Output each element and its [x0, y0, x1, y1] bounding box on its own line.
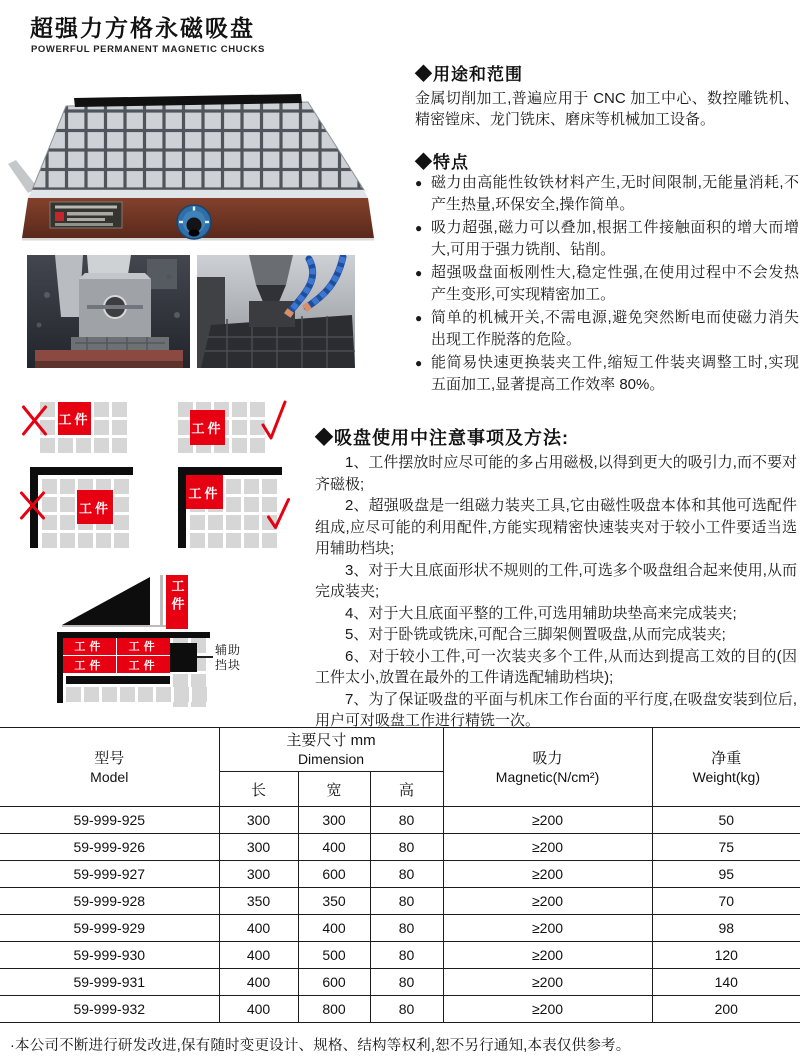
disclaimer-note: ·本公司不断进行研发改进,保有随时变更设计、规格、结构等权利,恕不另行通知,本表仅供参考。	[10, 1038, 631, 1054]
fence-bar-top	[30, 467, 133, 475]
workpiece-label: 工件	[63, 656, 116, 673]
page-subtitle: POWERFUL PERMANENT MAGNETIC CHUCKS	[31, 44, 265, 55]
table-row: 59-999-925 300 300 80 ≥200 50	[0, 807, 800, 834]
spec-table	[0, 727, 800, 1023]
chuck-pole-grid-surface	[32, 102, 364, 190]
col-header-height: 高	[370, 772, 443, 807]
workpiece-label: 工件	[117, 656, 170, 673]
model-cell: 59-999-930	[0, 942, 219, 969]
footnote-bullet: ·	[10, 1038, 16, 1054]
workpiece-label: 工件	[63, 638, 116, 655]
page-title: 超强力方格永磁吸盘	[30, 15, 255, 41]
col-header-length: 长	[219, 772, 298, 807]
notes-heading: ◆吸盘使用中注意事项及方法:	[315, 428, 569, 448]
workpiece-label: 工件	[58, 402, 91, 435]
product-photo	[8, 72, 396, 249]
features-heading: ◆特点	[415, 153, 469, 172]
cross-icon	[21, 404, 48, 437]
model-cell: 59-999-927	[0, 861, 219, 888]
note-item: 2、超强吸盘是一组磁力装夹工具,它由磁性吸盘本体和其他可选配件组成,应尽可能的利用配件,方能实现精密快速装夹对于较小工件要适当选用辅助档块;	[315, 497, 797, 557]
aux-stop-block	[170, 643, 197, 672]
chuck-nameplate	[50, 202, 122, 228]
note-item: 5、对于卧铣或铣床,可配合三脚架侧置吸盘,从而完成装夹;	[345, 626, 726, 643]
cross-icon	[19, 490, 46, 521]
bullet-icon: ●	[415, 176, 423, 190]
usage-diagrams	[0, 395, 312, 725]
col-header-dimension: 主要尺寸 mm Dimension	[219, 728, 443, 772]
table-row: 59-999-928 350 350 80 ≥200 70	[0, 888, 800, 915]
machining-photo-2	[197, 255, 355, 373]
model-cell: 59-999-928	[0, 888, 219, 915]
gap-line	[160, 575, 163, 625]
workpiece-label: 工件	[186, 475, 223, 509]
table-row: 59-999-926 300 400 80 ≥200 75	[0, 834, 800, 861]
note-item: 3、对于大且底面形状不规则的工件,可选多个吸盘组合起来使用,从而完成装夹;	[315, 561, 797, 600]
table-row: 59-999-930 400 500 80 ≥200 120	[0, 942, 800, 969]
check-icon	[260, 399, 288, 441]
table-row: 59-999-932 400 800 80 ≥200 200	[0, 996, 800, 1023]
fence-bar-top	[57, 632, 210, 638]
workpiece-label: 工件	[190, 410, 225, 445]
feature-item: ● 磁力由高能性钕铁材料产生,无时间限制,无能量消耗,不产生热量,环保安全,操作简单。	[415, 172, 799, 216]
workpiece-label: 工件	[166, 575, 188, 629]
workpiece-label: 工件	[77, 490, 113, 524]
angle-block	[62, 577, 150, 625]
aux-label-connector	[197, 656, 213, 658]
model-cell: 59-999-931	[0, 969, 219, 996]
fence-bar-top	[178, 467, 282, 475]
fence-bar-bottom	[66, 676, 170, 684]
note-item: 4、对于大且底面平整的工件,可选用辅助块垫高来完成装夹;	[345, 604, 737, 622]
bullet-icon: ●	[415, 266, 423, 280]
model-cell: 59-999-926	[0, 834, 219, 861]
aux-block-label: 辅助 挡块	[215, 643, 242, 672]
feature-item: ● 简单的机械开关,不需电源,避免突然断电而使磁力消失出现工作脱落的危险。	[415, 307, 799, 351]
note-item: 1、工件摆放时应尽可能的多占用磁极,以得到更大的吸引力,而不要对齐磁极;	[315, 454, 797, 493]
usage-heading: ◆用途和范围	[415, 65, 523, 84]
col-header-magnetic: 吸力 Magnetic(N/cm²)	[443, 728, 652, 807]
workpiece-group	[63, 638, 170, 673]
table-row: 59-999-929 400 400 80 ≥200 98	[0, 915, 800, 942]
fence-bar-left	[57, 632, 63, 703]
chuck-switch-dial	[177, 205, 211, 239]
usage-body: 金属切削加工,普遍应用于 CNC 加工中心、数控雕铣机、精密镗床、龙门铣床、磨床等机械加工设备。	[415, 90, 799, 128]
bullet-icon: ●	[415, 221, 423, 235]
feature-item: ● 能简易快速更换装夹工件,缩短工件装夹调整工时,实现五面加工,显著提高工作效率 80%。	[415, 352, 799, 396]
model-cell: 59-999-932	[0, 996, 219, 1023]
table-row: 59-999-927 300 600 80 ≥200 95	[0, 861, 800, 888]
fence-bar-left	[178, 467, 186, 548]
bullet-icon: ●	[415, 311, 423, 325]
note-item: 6、对于较小工件,可一次装夹多个工件,从而达到提高工效的目的(因工件太小,放置在最外的工件请选配辅助档块);	[315, 647, 797, 686]
workpiece-label: 工件	[117, 638, 170, 655]
feature-item: ● 吸力超强,磁力可以叠加,根据工件接触面积的增大而增大,可用于强力铣削、钻削。	[415, 217, 799, 261]
model-cell: 59-999-929	[0, 915, 219, 942]
notes-list	[315, 452, 797, 732]
feature-item: ● 超强吸盘面板刚性大,稳定性强,在使用过程中不会发热产生变形,可实现精密加工。	[415, 262, 799, 306]
note-item: 7、为了保证吸盘的平面与机床工作台面的平行度,在吸盘安装到位后,用户可对吸盘工作进行精铣一次。	[315, 690, 797, 729]
check-icon	[266, 497, 291, 530]
magnet-pole-grid	[66, 687, 207, 702]
col-header-width: 宽	[298, 772, 370, 807]
table-row: 59-999-931 400 600 80 ≥200 140	[0, 969, 800, 996]
machining-photo-1	[27, 255, 190, 373]
chuck-front-rim	[28, 190, 368, 198]
features-list	[415, 172, 799, 397]
col-header-model: 型号 Model	[0, 728, 219, 807]
model-cell: 59-999-925	[0, 807, 219, 834]
bullet-icon: ●	[415, 356, 423, 370]
col-header-weight: 净重 Weight(kg)	[652, 728, 800, 807]
